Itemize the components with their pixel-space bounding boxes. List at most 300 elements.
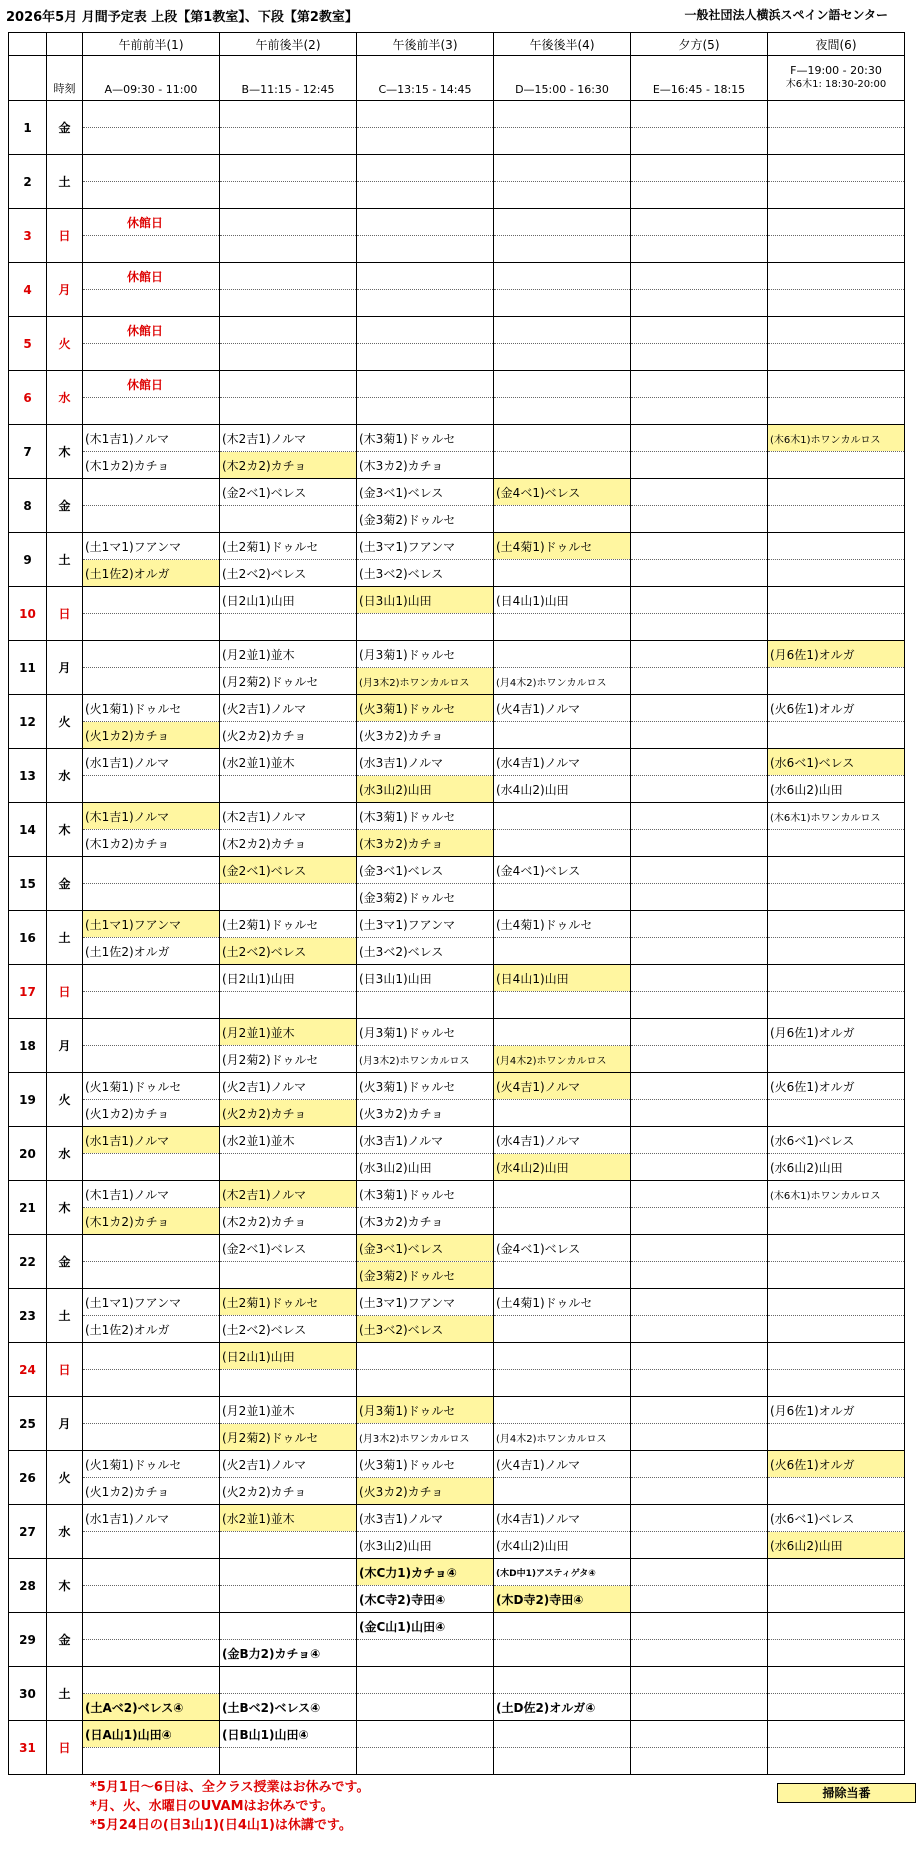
class-slot-classroom-1: (土3マ1)フアンマ <box>357 533 494 560</box>
day-of-week: 金 <box>47 1235 83 1289</box>
period-name-row <box>9 33 905 56</box>
class-slot-classroom-1 <box>357 209 494 236</box>
class-slot-classroom-1: (水1吉1)ノルマ <box>83 1127 220 1154</box>
day-number: 16 <box>9 911 47 965</box>
class-slot-classroom-1 <box>631 371 768 398</box>
day-row-bottom <box>9 776 905 803</box>
class-slot-classroom-2 <box>83 1154 220 1181</box>
class-slot-classroom-2 <box>494 1100 631 1127</box>
class-slot-classroom-2 <box>83 398 220 425</box>
day-row-bottom <box>9 128 905 155</box>
class-slot-classroom-1 <box>768 263 905 290</box>
class-slot-classroom-1 <box>768 965 905 992</box>
class-slot-classroom-2 <box>768 1640 905 1667</box>
class-slot-classroom-2 <box>631 776 768 803</box>
class-slot-classroom-2: (木3カ2)カチョ <box>357 452 494 479</box>
day-row-top <box>9 263 905 290</box>
class-slot-classroom-2 <box>494 722 631 749</box>
class-slot-classroom-2 <box>220 1748 357 1775</box>
period-time <box>768 56 905 101</box>
day-row-bottom <box>9 236 905 263</box>
class-slot-classroom-2 <box>494 830 631 857</box>
class-slot-classroom-2 <box>220 776 357 803</box>
class-slot-classroom-2 <box>631 992 768 1019</box>
class-slot-classroom-2 <box>768 344 905 371</box>
class-slot-classroom-2 <box>631 830 768 857</box>
class-slot-classroom-1: (土4菊1)ドゥルセ <box>494 1289 631 1316</box>
class-slot-classroom-2 <box>83 1748 220 1775</box>
class-slot-classroom-2: (土3ベ2)ベレス <box>357 560 494 587</box>
class-slot-classroom-2 <box>220 1586 357 1613</box>
class-slot-classroom-1 <box>631 1397 768 1424</box>
class-slot-classroom-2 <box>220 1154 357 1181</box>
day-row-top <box>9 1559 905 1586</box>
class-slot-classroom-2 <box>494 128 631 155</box>
class-slot-classroom-1 <box>83 1613 220 1640</box>
class-slot-classroom-2: (木3カ2)カチョ <box>357 830 494 857</box>
class-slot-classroom-1 <box>768 371 905 398</box>
class-slot-classroom-1 <box>631 317 768 344</box>
class-slot-classroom-1: (金3ベ1)ベレス <box>357 1235 494 1262</box>
class-slot-classroom-2 <box>83 1532 220 1559</box>
period-time: E—16:45 - 18:15 <box>631 56 768 101</box>
class-slot-classroom-1: (木3菊1)ドゥルセ <box>357 803 494 830</box>
class-slot-classroom-2 <box>768 452 905 479</box>
class-slot-classroom-1 <box>357 317 494 344</box>
class-slot-classroom-1 <box>631 965 768 992</box>
class-slot-classroom-1 <box>631 1127 768 1154</box>
class-slot-classroom-2 <box>83 884 220 911</box>
class-slot-classroom-2 <box>83 506 220 533</box>
class-slot-classroom-1: (月6佐1)オルガ <box>768 1397 905 1424</box>
day-row-top <box>9 749 905 776</box>
class-slot-classroom-2 <box>220 884 357 911</box>
day-of-week: 水 <box>47 1505 83 1559</box>
class-slot-classroom-2 <box>494 506 631 533</box>
class-slot-classroom-2 <box>357 1748 494 1775</box>
class-slot-classroom-1 <box>83 587 220 614</box>
class-slot-classroom-1: (日3山1)山田 <box>357 587 494 614</box>
class-slot-classroom-1 <box>631 425 768 452</box>
class-slot-classroom-1: (金4ベ1)ベレス <box>494 479 631 506</box>
day-number: 1 <box>9 101 47 155</box>
class-slot-classroom-1 <box>494 155 631 182</box>
day-number: 24 <box>9 1343 47 1397</box>
class-slot-classroom-1 <box>631 1559 768 1586</box>
day-number: 31 <box>9 1721 47 1775</box>
day-row-bottom <box>9 398 905 425</box>
class-slot-classroom-1: (土2菊1)ドゥルセ <box>220 1289 357 1316</box>
class-slot-classroom-1: (日2山1)山田 <box>220 1343 357 1370</box>
class-slot-classroom-1: (月3菊1)ドゥルセ <box>357 641 494 668</box>
class-slot-classroom-1: (金2ベ1)ベレス <box>220 857 357 884</box>
class-slot-classroom-1 <box>494 101 631 128</box>
day-row-bottom <box>9 614 905 641</box>
class-slot-classroom-2 <box>768 128 905 155</box>
class-slot-classroom-1 <box>494 641 631 668</box>
day-of-week: 火 <box>47 1451 83 1505</box>
day-row-bottom <box>9 1208 905 1235</box>
day-of-week: 木 <box>47 1559 83 1613</box>
class-slot-classroom-2 <box>494 938 631 965</box>
organization-name: 一般社団法人横浜スペイン語センター <box>684 8 888 22</box>
class-slot-classroom-2: (月4木2)ホワンカルロス <box>494 1424 631 1451</box>
day-of-week: 水 <box>47 749 83 803</box>
day-row-top <box>9 911 905 938</box>
monthly-schedule-table <box>8 32 905 1775</box>
class-slot-classroom-1 <box>768 1289 905 1316</box>
class-slot-classroom-1: (土4菊1)ドゥルセ <box>494 533 631 560</box>
class-slot-classroom-2 <box>631 1154 768 1181</box>
class-slot-classroom-1 <box>631 911 768 938</box>
class-slot-classroom-1: (木6木1)ホワンカルロス <box>768 803 905 830</box>
class-slot-classroom-1 <box>220 1559 357 1586</box>
day-number: 18 <box>9 1019 47 1073</box>
class-slot-classroom-1 <box>631 1073 768 1100</box>
class-slot-classroom-1 <box>83 209 220 236</box>
class-slot-classroom-2 <box>631 1694 768 1721</box>
class-slot-classroom-1: (日3山1)山田 <box>357 965 494 992</box>
class-slot-classroom-1 <box>494 263 631 290</box>
day-of-week: 水 <box>47 1127 83 1181</box>
class-slot-classroom-1: (火4吉1)ノルマ <box>494 695 631 722</box>
day-row-bottom <box>9 290 905 317</box>
day-of-week: 火 <box>47 1073 83 1127</box>
day-row-top <box>9 479 905 506</box>
class-slot-classroom-1 <box>768 1559 905 1586</box>
day-number: 9 <box>9 533 47 587</box>
class-slot-classroom-2 <box>494 1640 631 1667</box>
day-row-bottom <box>9 182 905 209</box>
class-slot-classroom-1 <box>631 1451 768 1478</box>
class-slot-classroom-2: (木1カ2)カチョ <box>83 830 220 857</box>
day-row-bottom <box>9 1316 905 1343</box>
class-slot-classroom-1: (水3吉1)ノルマ <box>357 1505 494 1532</box>
class-slot-classroom-1 <box>631 1721 768 1748</box>
class-slot-classroom-2 <box>83 1370 220 1397</box>
class-slot-classroom-2: (土Bベ2)ベレス④ <box>220 1694 357 1721</box>
class-slot-classroom-2 <box>768 1586 905 1613</box>
class-slot-classroom-2 <box>83 614 220 641</box>
class-slot-classroom-2: (月4木2)ホワンカルロス <box>494 668 631 695</box>
class-slot-classroom-1: (月3菊1)ドゥルセ <box>357 1397 494 1424</box>
class-slot-classroom-1: (月2並1)並木 <box>220 641 357 668</box>
class-slot-classroom-2: (土3ベ2)ベレス <box>357 1316 494 1343</box>
day-number: 27 <box>9 1505 47 1559</box>
class-slot-classroom-1 <box>83 101 220 128</box>
class-slot-classroom-1: (火3菊1)ドゥルセ <box>357 1073 494 1100</box>
class-slot-classroom-2: (月3木2)ホワンカルロス <box>357 1046 494 1073</box>
class-slot-classroom-1 <box>631 857 768 884</box>
note-line: *5月24日の(日3山1)(日4山1)は休講です。 <box>90 1818 352 1833</box>
class-slot-classroom-2 <box>631 398 768 425</box>
class-slot-classroom-1: (水4吉1)ノルマ <box>494 1505 631 1532</box>
class-slot-classroom-2 <box>83 1586 220 1613</box>
closed-day-label: 休館日 <box>127 323 164 338</box>
day-number: 8 <box>9 479 47 533</box>
class-slot-classroom-2 <box>494 452 631 479</box>
day-number: 19 <box>9 1073 47 1127</box>
class-slot-classroom-1 <box>631 263 768 290</box>
class-slot-classroom-1 <box>494 209 631 236</box>
class-slot-classroom-1 <box>768 1667 905 1694</box>
day-row-top <box>9 425 905 452</box>
class-slot-classroom-2 <box>83 1046 220 1073</box>
class-slot-classroom-2: (火1カ2)カチョ <box>83 1478 220 1505</box>
class-slot-classroom-1 <box>83 1667 220 1694</box>
class-slot-classroom-1: (木3菊1)ドゥルセ <box>357 425 494 452</box>
class-slot-classroom-2 <box>768 722 905 749</box>
class-slot-classroom-1: (土1マ1)フアンマ <box>83 533 220 560</box>
day-row-top <box>9 587 905 614</box>
class-slot-classroom-2 <box>494 1262 631 1289</box>
class-slot-classroom-2 <box>631 668 768 695</box>
day-row-bottom <box>9 506 905 533</box>
day-number: 13 <box>9 749 47 803</box>
class-slot-classroom-2: (水4山2)山田 <box>494 776 631 803</box>
day-of-week: 日 <box>47 587 83 641</box>
class-slot-classroom-1: (木1吉1)ノルマ <box>83 425 220 452</box>
class-slot-classroom-1: (日A山1)山田④ <box>83 1721 220 1748</box>
class-slot-classroom-2 <box>631 290 768 317</box>
class-slot-classroom-2 <box>220 344 357 371</box>
class-slot-classroom-2 <box>357 614 494 641</box>
class-slot-classroom-1 <box>768 911 905 938</box>
class-slot-classroom-2: (火2カ2)カチョ <box>220 722 357 749</box>
class-slot-classroom-1: (水1吉1)ノルマ <box>83 749 220 776</box>
class-slot-classroom-2 <box>220 506 357 533</box>
class-slot-classroom-2 <box>631 1424 768 1451</box>
class-slot-classroom-1 <box>494 317 631 344</box>
class-slot-classroom-1: (日B山1)山田④ <box>220 1721 357 1748</box>
class-slot-classroom-2 <box>494 290 631 317</box>
class-slot-classroom-1 <box>83 1019 220 1046</box>
class-slot-classroom-1: (月3菊1)ドゥルセ <box>357 1019 494 1046</box>
day-of-week: 土 <box>47 1289 83 1343</box>
day-of-week: 木 <box>47 803 83 857</box>
class-slot-classroom-1 <box>220 317 357 344</box>
class-slot-classroom-1: (火3菊1)ドゥルセ <box>357 695 494 722</box>
day-row-bottom <box>9 560 905 587</box>
class-slot-classroom-2 <box>631 1532 768 1559</box>
class-slot-classroom-1 <box>631 155 768 182</box>
day-row-top <box>9 1505 905 1532</box>
day-row-bottom <box>9 1046 905 1073</box>
day-row-bottom <box>9 992 905 1019</box>
day-number: 30 <box>9 1667 47 1721</box>
class-slot-classroom-2: (水3山2)山田 <box>357 1532 494 1559</box>
class-slot-classroom-1 <box>768 533 905 560</box>
day-row-top <box>9 1721 905 1748</box>
day-row-top <box>9 1667 905 1694</box>
class-slot-classroom-2 <box>768 1478 905 1505</box>
class-slot-classroom-1: (木6木1)ホワンカルロス <box>768 425 905 452</box>
class-slot-classroom-2 <box>768 1694 905 1721</box>
class-slot-classroom-1 <box>220 209 357 236</box>
class-slot-classroom-2: (木2カ2)カチョ <box>220 830 357 857</box>
day-row-bottom <box>9 1262 905 1289</box>
class-slot-classroom-2 <box>357 1694 494 1721</box>
class-slot-classroom-2: (木1カ2)カチョ <box>83 452 220 479</box>
day-row-top <box>9 209 905 236</box>
day-number: 11 <box>9 641 47 695</box>
period-name: 午後前半(3) <box>357 33 494 56</box>
class-slot-classroom-2 <box>220 1532 357 1559</box>
class-slot-classroom-1 <box>83 965 220 992</box>
class-slot-classroom-1: (金4ベ1)ベレス <box>494 857 631 884</box>
class-slot-classroom-1: (日2山1)山田 <box>220 587 357 614</box>
class-slot-classroom-1: (木2吉1)ノルマ <box>220 425 357 452</box>
day-number: 25 <box>9 1397 47 1451</box>
class-slot-classroom-1 <box>631 101 768 128</box>
period-time-row <box>9 56 905 101</box>
day-row-top <box>9 1127 905 1154</box>
class-slot-classroom-2: (火3カ2)カチョ <box>357 722 494 749</box>
class-slot-classroom-2 <box>631 452 768 479</box>
day-row-bottom <box>9 1370 905 1397</box>
class-slot-classroom-2: (土1佐2)オルガ <box>83 938 220 965</box>
class-slot-classroom-2 <box>631 614 768 641</box>
class-slot-classroom-1: (月6佐1)オルガ <box>768 1019 905 1046</box>
period-time: C—13:15 - 14:45 <box>357 56 494 101</box>
class-slot-classroom-1 <box>83 1397 220 1424</box>
class-slot-classroom-2 <box>631 1586 768 1613</box>
class-slot-classroom-2 <box>494 1370 631 1397</box>
class-slot-classroom-1: (木D中1)アスティゲタ④ <box>494 1559 631 1586</box>
closed-day-label: 休館日 <box>127 269 164 284</box>
day-number: 26 <box>9 1451 47 1505</box>
class-slot-classroom-2: (金B力2)カチョ④ <box>220 1640 357 1667</box>
class-slot-classroom-2 <box>494 398 631 425</box>
class-slot-classroom-2 <box>357 1640 494 1667</box>
class-slot-classroom-2 <box>357 992 494 1019</box>
day-row-bottom <box>9 1532 905 1559</box>
class-slot-classroom-2 <box>494 1478 631 1505</box>
day-number: 5 <box>9 317 47 371</box>
period-name: 夜間(6) <box>768 33 905 56</box>
day-row-bottom <box>9 452 905 479</box>
class-slot-classroom-2 <box>768 236 905 263</box>
class-slot-classroom-1: (水6ベ1)ベレス <box>768 749 905 776</box>
class-slot-classroom-1: (水2並1)並木 <box>220 1127 357 1154</box>
class-slot-classroom-1 <box>631 641 768 668</box>
day-row-bottom <box>9 1424 905 1451</box>
class-slot-classroom-2: (水4山2)山田 <box>494 1532 631 1559</box>
class-slot-classroom-1: (水6ベ1)ベレス <box>768 1127 905 1154</box>
class-slot-classroom-1 <box>631 1343 768 1370</box>
class-slot-classroom-1: (水4吉1)ノルマ <box>494 749 631 776</box>
class-slot-classroom-1 <box>768 857 905 884</box>
day-number: 17 <box>9 965 47 1019</box>
class-slot-classroom-2 <box>631 182 768 209</box>
day-row-top <box>9 641 905 668</box>
day-of-week: 日 <box>47 209 83 263</box>
day-number: 20 <box>9 1127 47 1181</box>
class-slot-classroom-2 <box>631 1478 768 1505</box>
class-slot-classroom-1 <box>220 155 357 182</box>
class-slot-classroom-1 <box>83 1235 220 1262</box>
class-slot-classroom-1 <box>494 1721 631 1748</box>
class-slot-classroom-2: (木2カ2)カチョ <box>220 452 357 479</box>
class-slot-classroom-2: (月2菊2)ドゥルセ <box>220 1046 357 1073</box>
day-row-bottom <box>9 1640 905 1667</box>
class-slot-classroom-1: (木3菊1)ドゥルセ <box>357 1181 494 1208</box>
class-slot-classroom-1: (火1菊1)ドゥルセ <box>83 695 220 722</box>
class-slot-classroom-2 <box>494 1208 631 1235</box>
period-name: 午前前半(1) <box>83 33 220 56</box>
notes <box>90 1778 370 1835</box>
class-slot-classroom-1 <box>631 1613 768 1640</box>
class-slot-classroom-1 <box>768 587 905 614</box>
day-of-week: 金 <box>47 857 83 911</box>
class-slot-classroom-1 <box>768 101 905 128</box>
class-slot-classroom-1 <box>83 155 220 182</box>
day-number: 22 <box>9 1235 47 1289</box>
class-slot-classroom-2 <box>83 1424 220 1451</box>
period-name: 午後後半(4) <box>494 33 631 56</box>
class-slot-classroom-1 <box>83 317 220 344</box>
class-slot-classroom-2 <box>768 1316 905 1343</box>
class-slot-classroom-2: (土2ベ2)ベレス <box>220 1316 357 1343</box>
class-slot-classroom-2: (火1カ2)カチョ <box>83 722 220 749</box>
class-slot-classroom-1: (土3マ1)フアンマ <box>357 1289 494 1316</box>
class-slot-classroom-1 <box>494 803 631 830</box>
day-of-week: 木 <box>47 1181 83 1235</box>
closed-day-label: 休館日 <box>127 215 164 230</box>
closed-day-label: 休館日 <box>127 377 164 392</box>
class-slot-classroom-1 <box>83 641 220 668</box>
class-slot-classroom-1 <box>357 263 494 290</box>
class-slot-classroom-1 <box>631 1667 768 1694</box>
day-row-bottom <box>9 938 905 965</box>
day-row-bottom <box>9 1478 905 1505</box>
class-slot-classroom-2 <box>768 614 905 641</box>
note-line: *5月1日〜6日は、全クラス授業はお休みです。 <box>90 1780 370 1795</box>
class-slot-classroom-1: (木1吉1)ノルマ <box>83 803 220 830</box>
day-number: 3 <box>9 209 47 263</box>
class-slot-classroom-1 <box>631 533 768 560</box>
class-slot-classroom-1: (水1吉1)ノルマ <box>83 1505 220 1532</box>
day-row-top <box>9 1235 905 1262</box>
class-slot-classroom-2: (木D寺2)寺田④ <box>494 1586 631 1613</box>
day-row-top <box>9 101 905 128</box>
class-slot-classroom-1 <box>768 1235 905 1262</box>
class-slot-classroom-1 <box>220 371 357 398</box>
class-slot-classroom-1: (金3ベ1)ベレス <box>357 479 494 506</box>
class-slot-classroom-2: (火3カ2)カチョ <box>357 1478 494 1505</box>
class-slot-classroom-2 <box>83 1640 220 1667</box>
class-slot-classroom-2 <box>494 992 631 1019</box>
class-slot-classroom-2 <box>83 128 220 155</box>
class-slot-classroom-1 <box>631 209 768 236</box>
class-slot-classroom-1: (火2吉1)ノルマ <box>220 695 357 722</box>
class-slot-classroom-2 <box>83 182 220 209</box>
class-slot-classroom-1 <box>220 1667 357 1694</box>
class-slot-classroom-2 <box>357 1370 494 1397</box>
class-slot-classroom-2: (木3カ2)カチョ <box>357 1208 494 1235</box>
class-slot-classroom-1 <box>631 587 768 614</box>
day-row-bottom <box>9 722 905 749</box>
class-slot-classroom-2 <box>631 1100 768 1127</box>
class-slot-classroom-2 <box>631 1640 768 1667</box>
day-row-bottom <box>9 1748 905 1775</box>
class-slot-classroom-2 <box>768 884 905 911</box>
class-slot-classroom-2 <box>631 722 768 749</box>
class-slot-classroom-1: (火1菊1)ドゥルセ <box>83 1451 220 1478</box>
class-slot-classroom-2: (火3カ2)カチョ <box>357 1100 494 1127</box>
class-slot-classroom-2: (水3山2)山田 <box>357 776 494 803</box>
class-slot-classroom-1: (木C力1)カチョ④ <box>357 1559 494 1586</box>
